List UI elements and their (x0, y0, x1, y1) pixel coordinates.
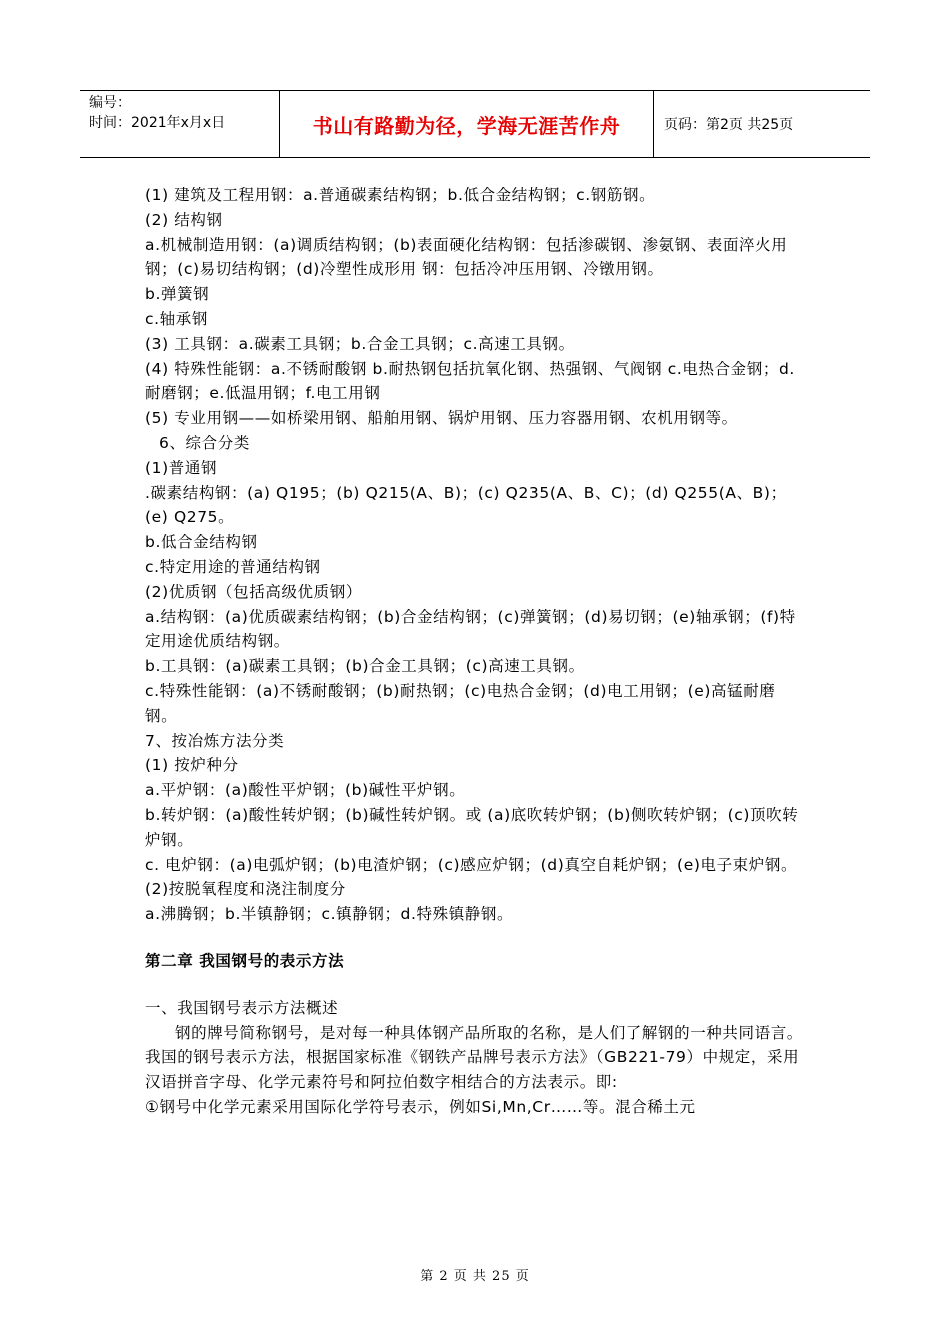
body-line: (2)优质钢（包括高级优质钢） (145, 582, 362, 601)
body-line: a.平炉钢：(a)酸性平炉钢；(b)碱性平炉钢。 (145, 781, 466, 800)
body-line: (2) 结构钢 (145, 210, 223, 229)
body-line: a.沸腾钢；b.半镇静钢；c.镇静钢；d.特殊镇静钢。 (145, 905, 514, 924)
body-line: b.转炉钢：(a)酸性转炉钢；(b)碱性转炉钢。或 (a)底吹转炉钢；(b)侧吹转炉钢；(c)顶吹转炉钢。 (145, 805, 799, 849)
document-body (145, 183, 807, 1120)
body-line: c. 电炉钢：(a)电弧炉钢；(b)电渣炉钢；(c)感应炉钢；(d)真空自耗炉钢；(e)电子束炉钢。 (145, 855, 798, 874)
body-line: a.结构钢：(a)优质碳素结构钢；(b)合金结构钢；(c)弹簧钢；(d)易切钢；(e)轴承钢；(f)特定用途优质结构钢。 (145, 607, 796, 651)
header-page-info: 页码：第2页 共25页 (664, 117, 794, 133)
body-line: (2)按脱氧程度和浇注制度分 (145, 880, 346, 899)
body-line: ①钢号中化学元素采用国际化学符号表示，例如Si,Mn,Cr……等。混合稀土元 (145, 1097, 696, 1116)
body-line: (1) 按炉种分 (145, 756, 239, 775)
body-paragraph: 钢的牌号简称钢号，是对每一种具体钢产品所取的名称，是人们了解钢的一种共同语言。我国的钢号表示方法，根据国家标准《钢铁产品牌号表示方法》（GB221-79）中规定，采用汉语拼音字母、化学元素符号和阿拉伯数字相结合的方法表示。即: (145, 1023, 803, 1092)
body-line: b.工具钢：(a)碳素工具钢；(b)合金工具钢；(c)高速工具钢。 (145, 657, 585, 676)
body-line: c.特定用途的普通结构钢 (145, 557, 321, 576)
header-meta (80, 91, 280, 157)
header-motto-cell (280, 91, 654, 157)
chapter-title: 第二章 我国钢号的表示方法 (145, 951, 345, 970)
body-line: a.机械制造用钢：(a)调质结构钢；(b)表面硬化结构钢：包括渗碳钢、渗氨钢、表面淬火用钢；(c)易切结构钢；(d)冷塑性成形用 钢：包括冷冲压用钢、冷镦用钢。 (145, 235, 788, 279)
header-motto: 书山有路勤为径，学海无涯苦作舟 (312, 113, 621, 138)
section-heading: 6、综合分类 (159, 433, 250, 452)
body-line: .碳素结构钢：(a) Q195；(b) Q215(A、B)；(c) Q235(A、B、C)；(d) Q255(A、B)；(e) Q275。 (145, 483, 787, 527)
body-line: c.轴承钢 (145, 309, 208, 328)
header-page-info-cell (654, 91, 870, 157)
document-date: 时间：2021年x月x日 (89, 115, 226, 131)
body-line: (3) 工具钢：a.碳素工具钢；b.合金工具钢；c.高速工具钢。 (145, 334, 575, 353)
document-number-label: 编号： (89, 95, 131, 111)
page-header (80, 90, 870, 158)
section-heading: 一、我国钢号表示方法概述 (145, 998, 339, 1017)
body-line: (1)普通钢 (145, 458, 218, 477)
body-line: b.弹簧钢 (145, 285, 210, 304)
body-line: c.特殊性能钢：(a)不锈耐酸钢；(b)耐热钢；(c)电热合金钢；(d)电工用钢；(e)高锰耐磨钢。 (145, 681, 776, 725)
body-line: (4) 特殊性能钢：a.不锈耐酸钢 b.耐热钢包括抗氧化钢、热强钢、气阀钢 c.电热合金钢；d.耐磨钢；e.低温用钢；f.电工用钢 (145, 359, 795, 403)
section-heading: 7、按冶炼方法分类 (145, 731, 285, 750)
page-footer: 第 2 页 共 25 页 (420, 1269, 530, 1284)
body-line: (5) 专业用钢——如桥梁用钢、船舶用钢、锅炉用钢、压力容器用钢、农机用钢等。 (145, 409, 738, 428)
body-line: b.低合金结构钢 (145, 533, 258, 552)
body-line: (1) 建筑及工程用钢：a.普通碳素结构钢；b.低合金结构钢；c.钢筋钢。 (145, 186, 656, 204)
